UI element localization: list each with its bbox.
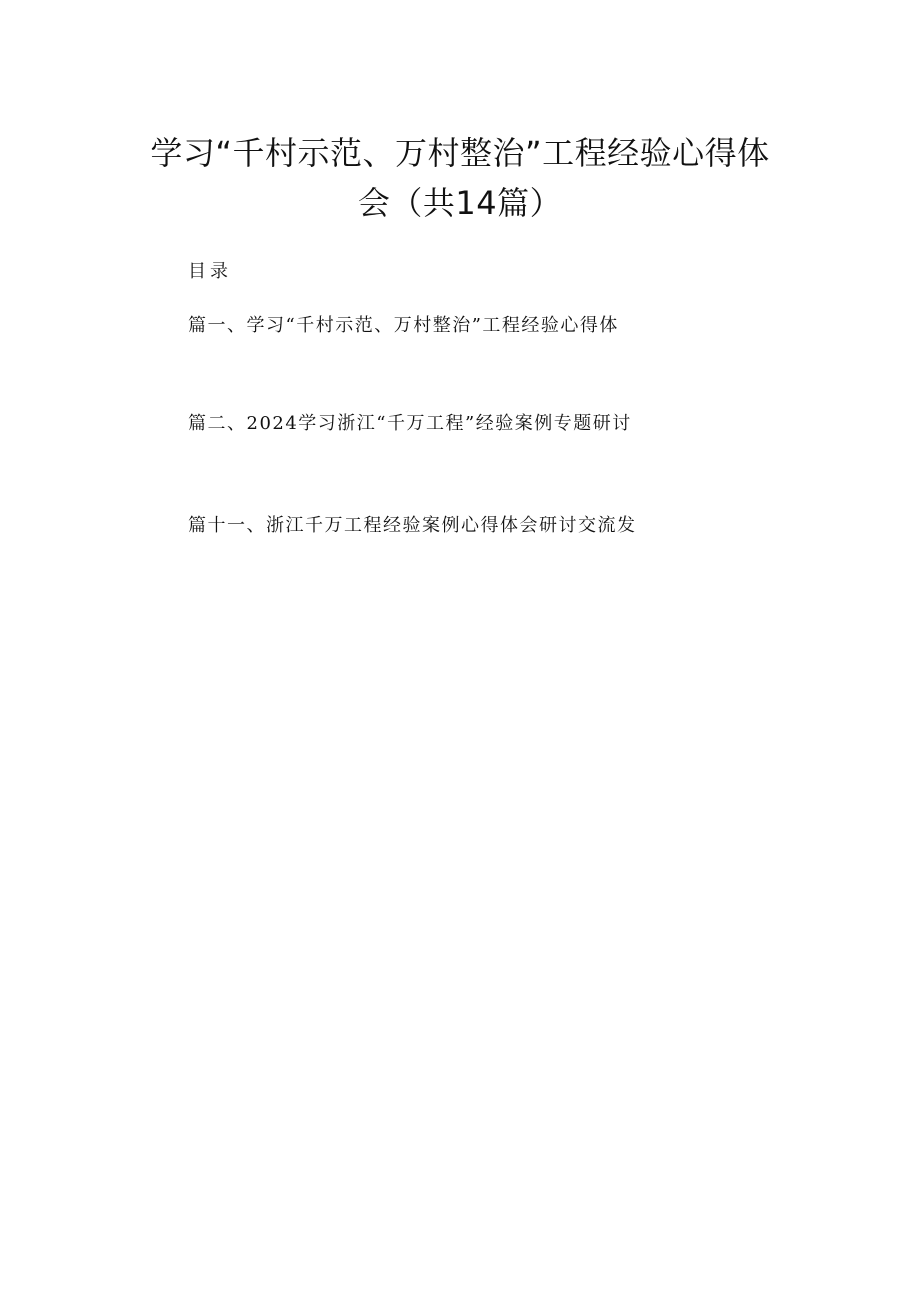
document-title-line-1: 学习“千村示范、万村整治”工程经验心得体: [150, 134, 770, 172]
document-title-line-2: 会（共14篇）: [357, 184, 563, 222]
document-title: [140, 128, 780, 228]
toc-heading: 目录: [188, 261, 232, 282]
toc-item-2[interactable]: 篇二、2024学习浙江“千万工程”经验案例专题研讨: [188, 413, 632, 434]
toc-item-3[interactable]: 篇十一、浙江千万工程经验案例心得体会研讨交流发: [188, 515, 637, 536]
toc-item-1[interactable]: 篇一、学习“千村示范、万村整治”工程经验心得体: [188, 315, 619, 336]
